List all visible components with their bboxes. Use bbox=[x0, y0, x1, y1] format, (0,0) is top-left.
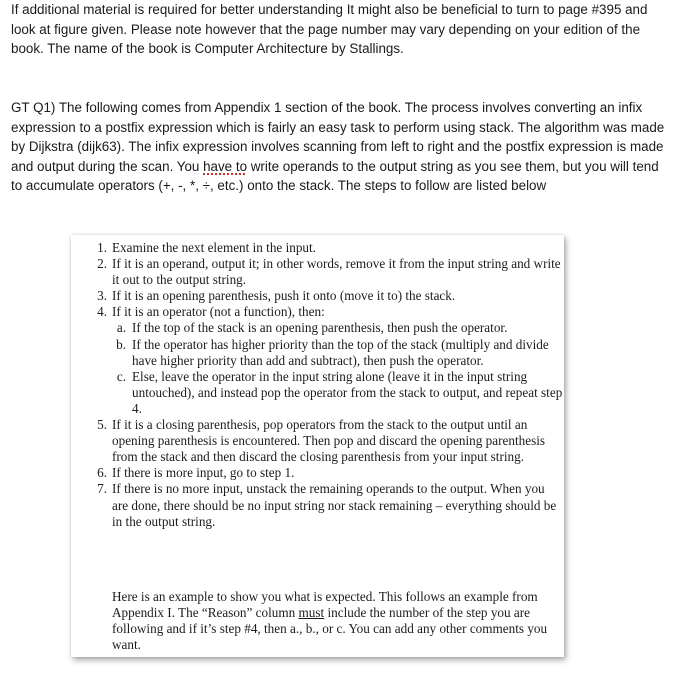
step-text: If it is an operand, output it; in other words, remove it from the input string and write it out to the output string. bbox=[112, 256, 561, 288]
substep-text: Else, leave the operator in the input string alone (leave it in the input string untouched), and instead pop the operator from the stack to output, and repeat step 4. bbox=[132, 368, 563, 416]
step-item bbox=[97, 465, 564, 481]
example-paragraph bbox=[112, 589, 562, 653]
question-text-start: GT Q1) The following comes from Appendix 1 section of the book. The process involves converting an infix expression to a postfix expression which is fairly an easy task to perform using stack. The algorithm was made by Dijkstra (dijk63). The infix expression involves scanning from left to right and the postfix expression is made and output during the scan. You bbox=[11, 100, 665, 174]
operator-substeps-list bbox=[112, 320, 564, 417]
substep-text: If the operator has higher priority than the top of the stack (multiply and divide have higher priority than add and subtract), then push the operator. bbox=[132, 336, 549, 368]
step-text: If there is no more input, unstack the remaining operands to the output. When you are done, there should be no input string nor stack remaining – everything should be in the output string. bbox=[112, 481, 557, 529]
example-text-end: include the number of the step you are following and if it’s step #4, then a., b., or c. You can add any other comments you want. bbox=[112, 605, 548, 653]
step-item bbox=[97, 417, 564, 465]
substep-item bbox=[116, 336, 564, 369]
step-item bbox=[97, 240, 564, 256]
underlined-must: must bbox=[298, 605, 325, 621]
example-text-start: Here is an example to show you what is expected. This follows an example from Appendix I. The “Reason” column bbox=[112, 589, 538, 621]
question-text-end: write operands to the output string as you see them, but you will tend to accumulate operators (+, -, *, ÷, etc.) onto the stack. The steps to follow are listed below bbox=[11, 158, 659, 193]
step-number: 3. bbox=[97, 288, 107, 304]
step-text: If it is an operator (not a function), then: bbox=[112, 304, 325, 320]
step-item bbox=[97, 481, 564, 529]
step-item bbox=[97, 256, 564, 288]
step-number: 5. bbox=[97, 417, 107, 433]
step-number: 2. bbox=[97, 256, 107, 272]
substep-letter: c. bbox=[116, 368, 126, 384]
step-number: 6. bbox=[97, 465, 107, 481]
step-item bbox=[97, 288, 564, 304]
step-text: If it is a closing parenthesis, pop operators from the stack to the output until an opening parenthesis is encountered. Then pop and discard the opening parenthesis from the stack and then discard the closing parenthesis from your input string. bbox=[112, 417, 545, 465]
substep-letter: a. bbox=[116, 320, 126, 336]
substep-letter: b. bbox=[116, 336, 126, 352]
step-text: If it is an opening parenthesis, push it onto (move it to) the stack. bbox=[112, 288, 456, 304]
substep-text: If the top of the stack is an opening parenthesis, then push the operator. bbox=[132, 320, 508, 336]
algorithm-steps-list bbox=[71, 235, 564, 530]
step-number: 7. bbox=[97, 481, 107, 497]
step-number: 4. bbox=[97, 304, 107, 320]
step-text: Examine the next element in the input. bbox=[112, 240, 316, 255]
substep-item bbox=[116, 368, 564, 417]
step-item bbox=[97, 304, 564, 417]
substep-item bbox=[116, 320, 564, 336]
step-number: 1. bbox=[97, 240, 107, 255]
grammar-flagged-text[interactable]: have to bbox=[203, 158, 248, 174]
question-paragraph bbox=[11, 98, 671, 196]
book-excerpt-image bbox=[71, 235, 564, 657]
intro-paragraph: If additional material is required for better understanding It might also be beneficial to turn to page #395 and look at figure given. Please note however that the page number may vary depending on your edition of the book. The name of the book is Computer Architecture by Stallings. bbox=[11, 2, 648, 56]
step-text: If there is more input, go to step 1. bbox=[112, 465, 295, 481]
